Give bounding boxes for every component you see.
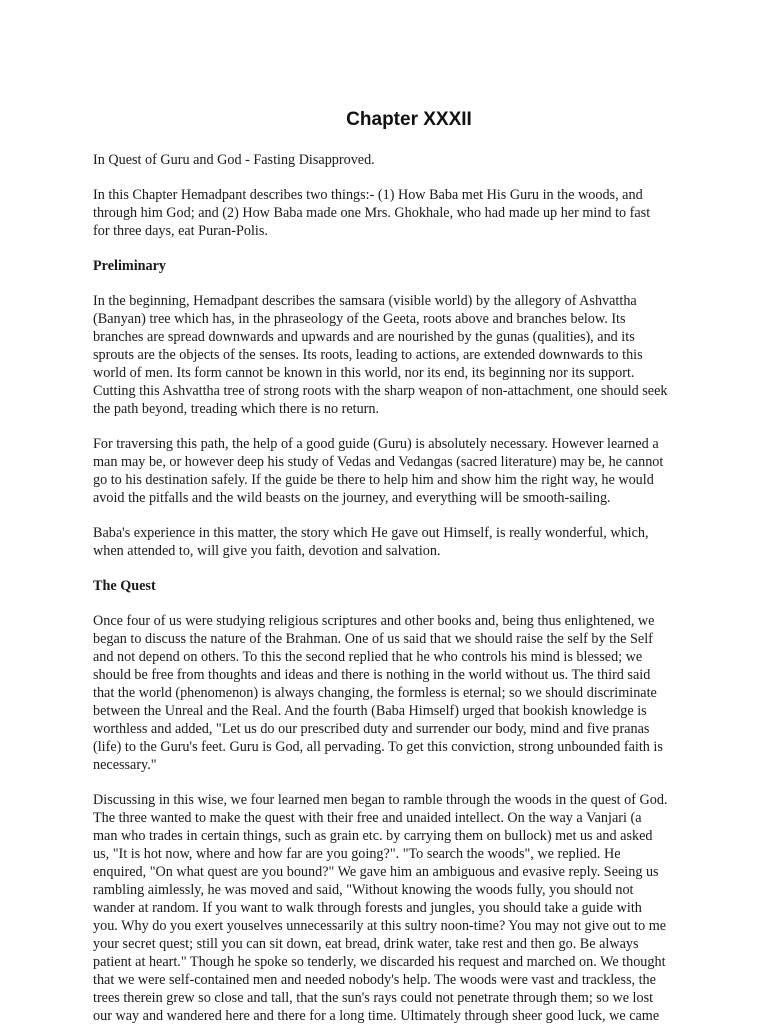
text-line: necessary." <box>93 757 157 773</box>
text-line: Once four of us were studying religious scriptures and other books and, being thus enlightened, we <box>93 613 655 629</box>
text-line: man may be, or however deep his study of Vedas and Vedangas (sacred literature) may be, he cannot <box>93 454 664 470</box>
text-line: Cutting this Ashvattha tree of strong roots with the sharp weapon of non-attachment, one should seek <box>93 383 668 399</box>
text-line: began to discuss the nature of the Brahman. One of us said that we should raise the self by the Self <box>93 631 653 647</box>
text-line: The three wanted to make the quest with their free and unaided intellect. On the way a Vanjari (a <box>93 810 642 826</box>
paragraph-vanjari-encounter <box>93 791 725 1024</box>
text-line: (life) to the Guru's feet. Guru is God, all pervading. To get this conviction, strong unbounded faith is <box>93 739 663 755</box>
text-line: and not depend on others. To this the second replied that he who controls his mind is blessed; we <box>93 649 643 665</box>
text-line: your secret quest; still you can sit down, eat bread, drink water, take rest and then go. Be always <box>93 936 639 952</box>
text-line: Discussing in this wise, we four learned men began to ramble through the woods in the quest of God. <box>93 792 668 808</box>
text-line: wander at random. If you want to walk through forests and jungles, you should take a guide with <box>93 900 642 916</box>
paragraph-guide-necessity <box>93 435 725 507</box>
text-line: worthless and added, "Let us do our prescribed duty and surrender our body, mind and five pranas <box>93 721 650 737</box>
paragraph-samsara-allegory <box>93 292 725 418</box>
chapter-subtitle: In Quest of Guru and God - Fasting Disapproved. <box>93 152 375 168</box>
text-line: avoid the pitfalls and the wild beasts on the journey, and everything will be smooth-sailing. <box>93 490 611 506</box>
paragraph-baba-experience <box>93 524 725 560</box>
paragraph-four-scholars <box>93 612 725 774</box>
text-line: the path beyond, treading which there is no return. <box>93 401 380 417</box>
chapter-title: Chapter XXXII <box>346 109 472 130</box>
text-line: us, "It is hot now, where and how far are you going?". "To search the woods", we replied. He <box>93 846 621 862</box>
text-line: In this Chapter Hemadpant describes two things:- (1) How Baba met His Guru in the woods, and <box>93 187 643 203</box>
text-line: Baba's experience in this matter, the story which He gave out Himself, is really wonderful, which, <box>93 525 649 541</box>
text-line: rambling aimlessly, he was moved and said, "Without knowing the woods fully, you should not <box>93 882 634 898</box>
text-line: patient at heart." Though he spoke so tenderly, we discarded his request and marched on. We thought <box>93 954 666 970</box>
text-line: when attended to, will give you faith, devotion and salvation. <box>93 543 441 559</box>
text-line: In the beginning, Hemadpant describes the samsara (visible world) by the allegory of Ashvattha <box>93 293 637 309</box>
text-line: go to his destination safely. If the guide be there to help him and show him the right way, he would <box>93 472 654 488</box>
section-heading-the-quest: The Quest <box>93 578 156 594</box>
text-line: (Banyan) tree which has, in the phraseology of the Geeta, roots above and branches below. Its <box>93 311 626 327</box>
document-body <box>93 151 725 1024</box>
text-line: you. Why do you exert youselves unnecessarily at this sultry noon-time? You may not give out to me <box>93 918 667 934</box>
text-line: sprouts are the objects of the senses. Its roots, leading to actions, are extended downwards to this <box>93 347 643 363</box>
text-line: through him God; and (2) How Baba made one Mrs. Ghokhale, who had made up her mind to fast <box>93 205 651 221</box>
text-line: between the Unreal and the Real. And the fourth (Baba Himself) urged that bookish knowledge is <box>93 703 647 719</box>
text-line: that we were self-contained men and needed nobody's help. The woods were vast and trackless, the <box>93 972 656 988</box>
text-line: For traversing this path, the help of a good guide (Guru) is absolutely necessary. However learned a <box>93 436 659 452</box>
text-line: man who trades in certain things, such as grain etc. by carrying them on bullock) met us and asked <box>93 828 653 844</box>
text-line: that the world (phenomenon) is always changing, the formless is eternal; so we should discriminate <box>93 685 657 701</box>
text-line: branches are spread downwards and upwards and are nourished by the gunas (qualities), and its <box>93 329 635 345</box>
text-line: for three days, eat Puran-Polis. <box>93 223 268 239</box>
text-line: trees therein grew so close and tall, that the sun's rays could not penetrate through them; so we lost <box>93 990 654 1006</box>
text-line: enquired, "On what quest are you bound?" We gave him an ambiguous and evasive reply. Seeing us <box>93 864 659 880</box>
text-line: our way and wandered here and there for a long time. Ultimately through sheer good luck, we came <box>93 1008 660 1024</box>
intro-paragraph <box>93 186 725 240</box>
text-line: world of men. Its form cannot be known in this world, nor its end, its beginning nor its support. <box>93 365 635 381</box>
section-heading-preliminary: Preliminary <box>93 258 167 274</box>
text-line: should be free from thoughts and ideas and there is nothing in the world without us. The third said <box>93 667 651 683</box>
document-page <box>93 0 725 1024</box>
